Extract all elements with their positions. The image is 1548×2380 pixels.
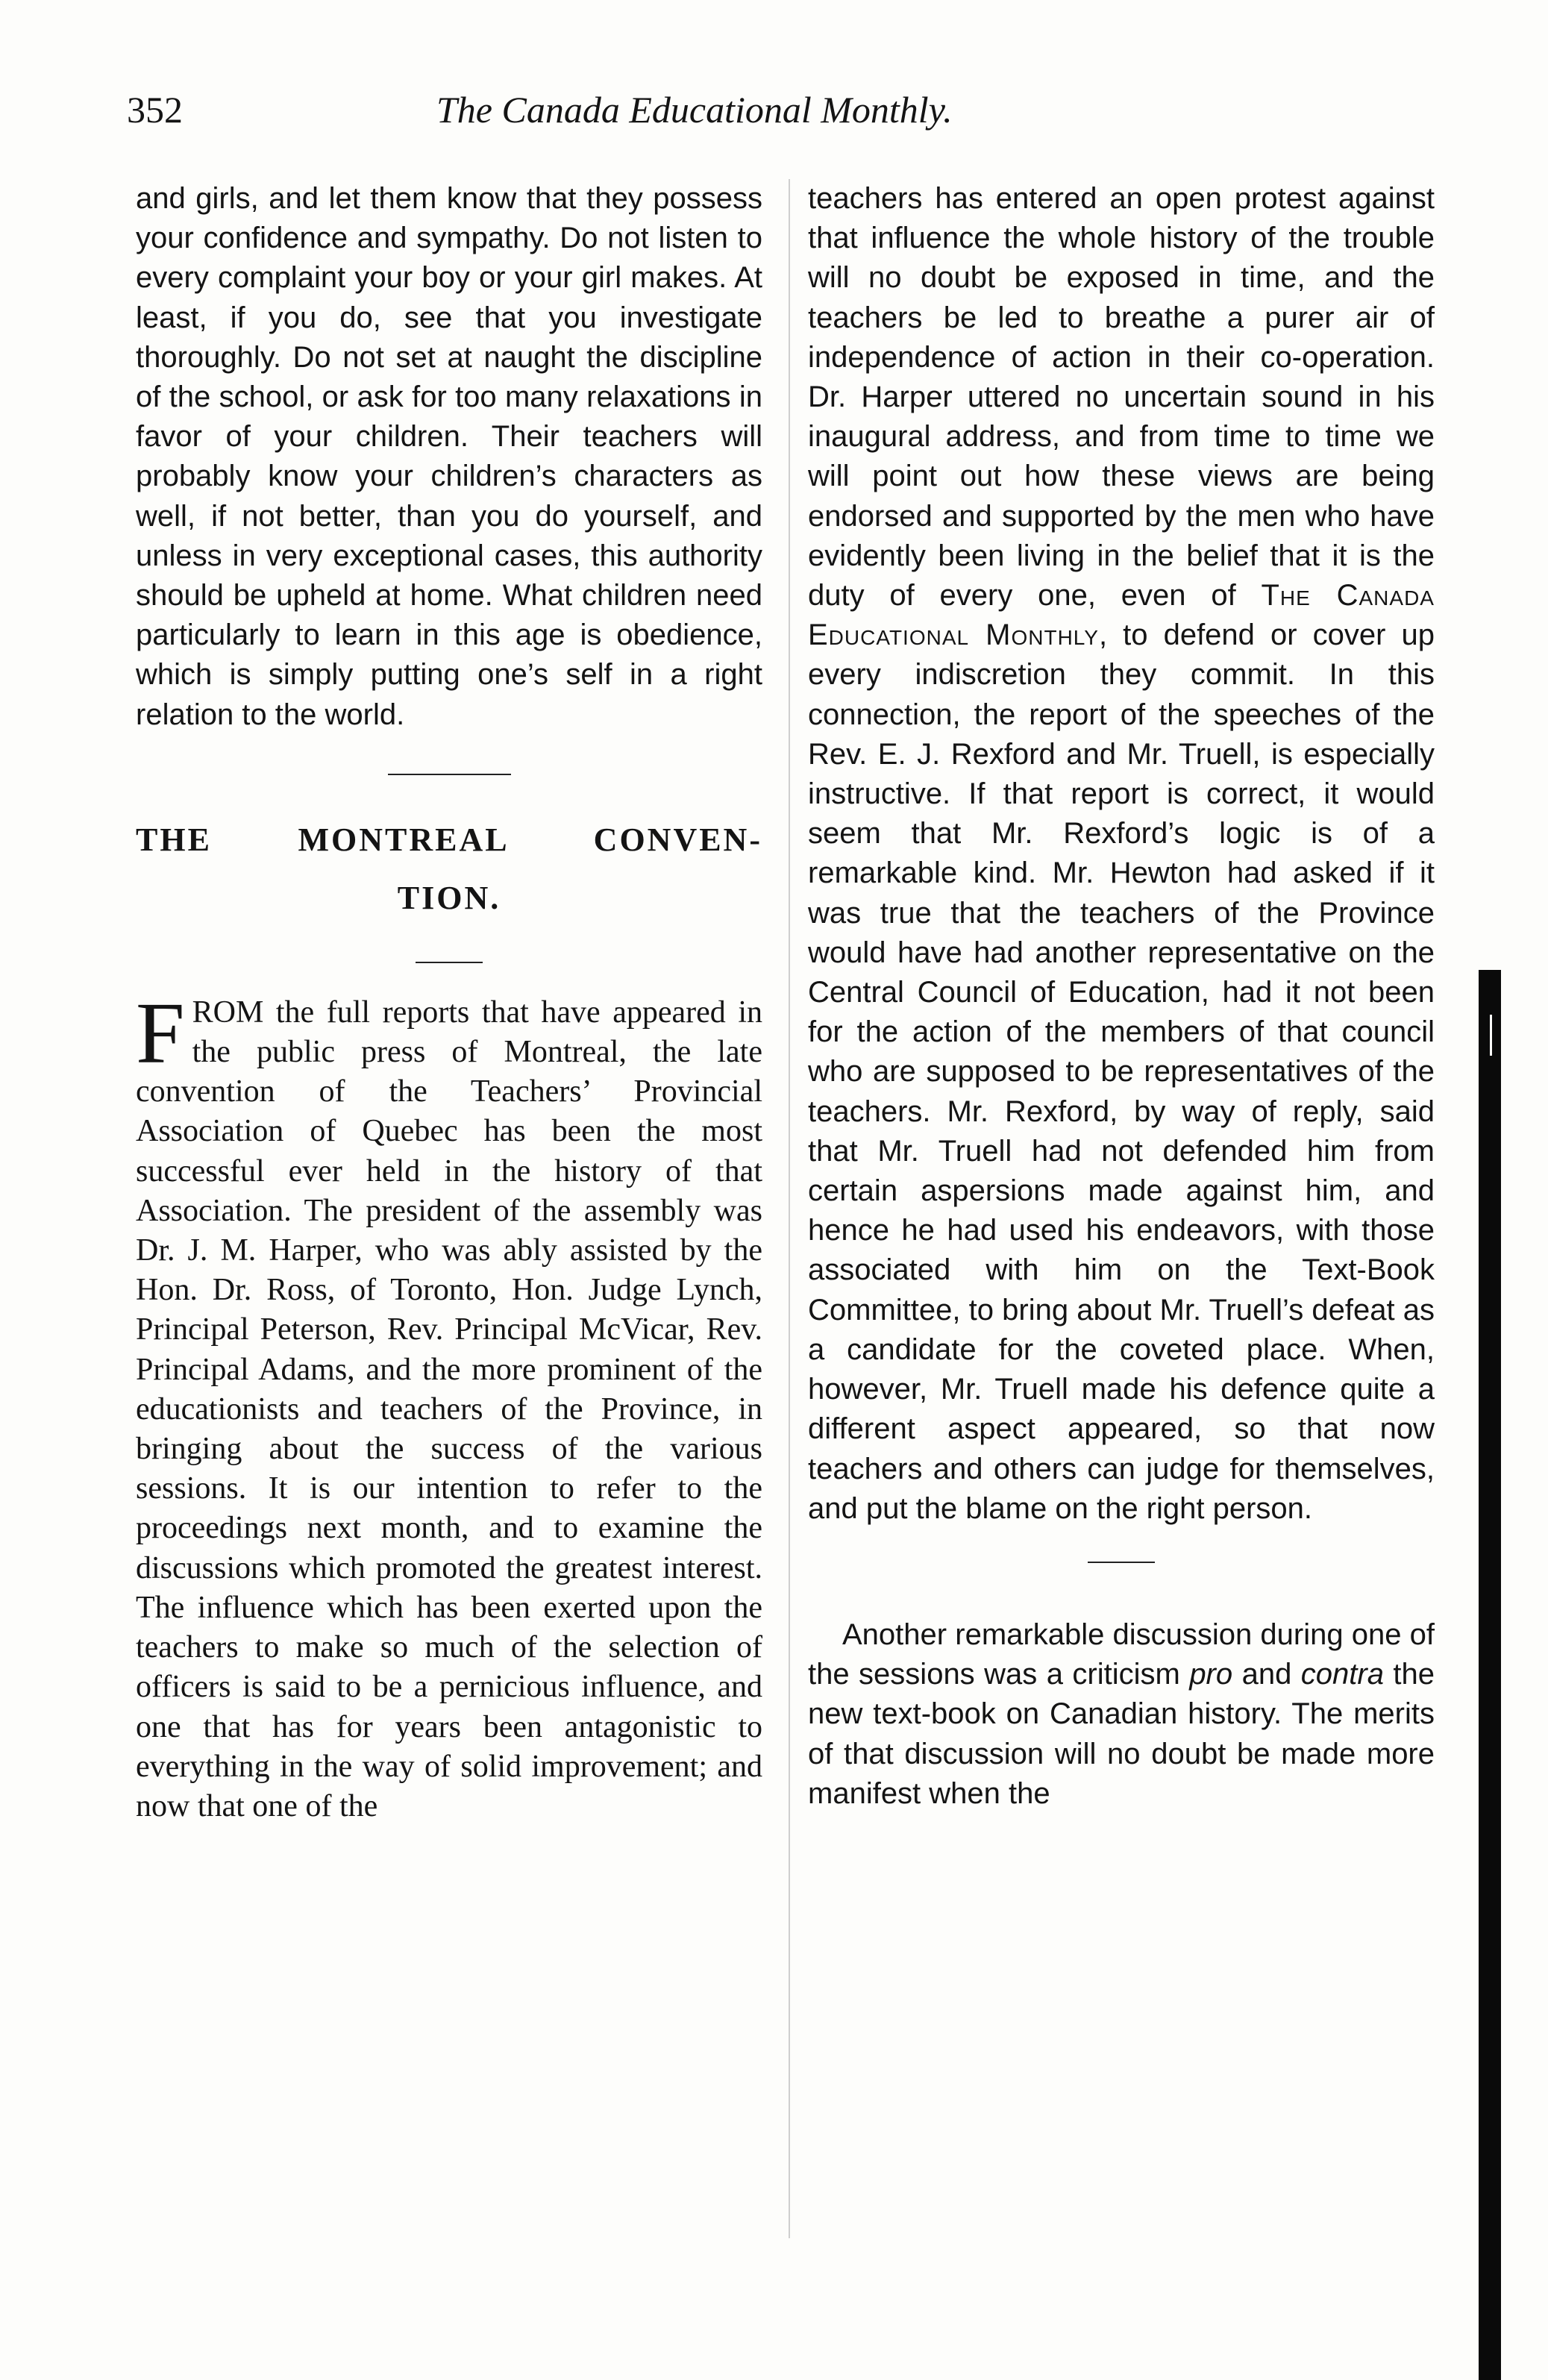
paragraph-divider-rule bbox=[1088, 1562, 1155, 1563]
running-title: The Canada Educational Monthly. bbox=[436, 89, 953, 131]
convention-paragraph-text: ROM the full reports that have appeared in the public press of Montreal, the late convention of the Teachers’ Provincial Association of Quebec has been the most successful ever held in the history of that Association. The president of the assembly was Dr. J. M. Harper, who was ably assisted by the Hon. Dr. Ross, of Toronto, Hon. Judge Lynch, Principal Peterson, Rev. Principal McVicar, Rev. Principal Adams, and the more prominent of the educationists and teachers of the Province, in bringing about the success of the various sessions. It is our intention to refer to the proceedings next month, and to examine the discussions which promoted the greatest interest. The influence which has been exerted upon the teachers to make so much of the selection of officers is said to be a pernicious influence, and one that has for years been antagonistic to everything in the way of solid improvement; and now that one of the bbox=[136, 995, 762, 1823]
section-title-line1: THE MONTREAL CONVEN- bbox=[136, 821, 762, 858]
left-column bbox=[136, 179, 762, 1826]
continued-paragraph-part1: teachers has entered an open protest against that influence the whole history of the trouble will no doubt be exposed in time, and the teachers be led to breathe a purer air of independence of action in their co-operation. Dr. Harper uttered no uncertain sound in his inaugural address, and from time to time we will point out how these views are being endorsed and supported by the men who have evidently been living in the belief that it is the duty of every one, even of bbox=[808, 182, 1435, 613]
second-paragraph-after: the new text-book on Canadian history. The merits of that discussion will no doubt be made more manifest when the bbox=[808, 1658, 1435, 1810]
section-title-line2: TION. bbox=[397, 879, 501, 916]
drop-cap: F bbox=[136, 983, 185, 1082]
continued-paragraph-part2: , to defend or cover up every indiscretion they commit. In this connection, the report of the speeches of the Rev. E. J. Rexford and Mr. Truell, is especially instructive. If that report is correct, it would seem that Mr. Rexford’s logic is of a remarkable kind. Mr. Hewton had asked if it was true that the teachers of the Province would have had another representative on the Central Council of Education, had it not been for the action of the members of that council who are supposed to be representatives of the teachers. Mr. Rexford, by way of reply, said that Mr. Truell had not defended him from certain aspersions made against him, and hence he had used his endeavors, with those associated with him on the Text-Book Committee, to bring about Mr. Truell’s defeat as a candidate for the coveted place. When, however, Mr. Truell made his defence quite a different aspect appeared, so that now teachers and others can judge for themselves, and put the blame on the right person. bbox=[808, 619, 1435, 1525]
pro-word: pro bbox=[1189, 1658, 1233, 1691]
continued-paragraph bbox=[808, 179, 1435, 1529]
scan-edge-mark bbox=[1490, 1015, 1492, 1056]
second-paragraph-and: and bbox=[1232, 1658, 1301, 1691]
convention-paragraph bbox=[136, 983, 762, 1826]
right-column bbox=[808, 179, 1435, 1814]
title-divider-rule bbox=[416, 962, 483, 963]
column-divider bbox=[789, 179, 790, 2238]
second-paragraph-before: Another remarkable discussion during one of the sessions was a criticism bbox=[808, 1618, 1435, 1691]
page-number: 352 bbox=[127, 89, 183, 131]
scan-edge-bar bbox=[1479, 970, 1501, 2380]
page-header bbox=[127, 88, 1440, 148]
section-title bbox=[136, 811, 762, 927]
opening-paragraph: and girls, and let them know that they possess your confidence and sympathy. Do not listen to every complaint your boy or your girl makes. At least, if you do, see that you investigate thoroughly. Do not set at naught the discipline of the school, or ask for too many relaxations in favor of your children. Their teachers will probably know your children’s characters as well, if not better, than you do yourself, and unless in very exceptional cases, this authority should be upheld at home. What children need particularly to learn in this age is obedience, which is simply putting one’s self in a right relation to the world. bbox=[136, 182, 762, 731]
section-divider-rule bbox=[388, 774, 511, 775]
magazine-name: The Canada Educational Monthly bbox=[808, 579, 1435, 652]
contra-word: contra bbox=[1300, 1658, 1384, 1691]
second-paragraph bbox=[808, 1615, 1435, 1814]
